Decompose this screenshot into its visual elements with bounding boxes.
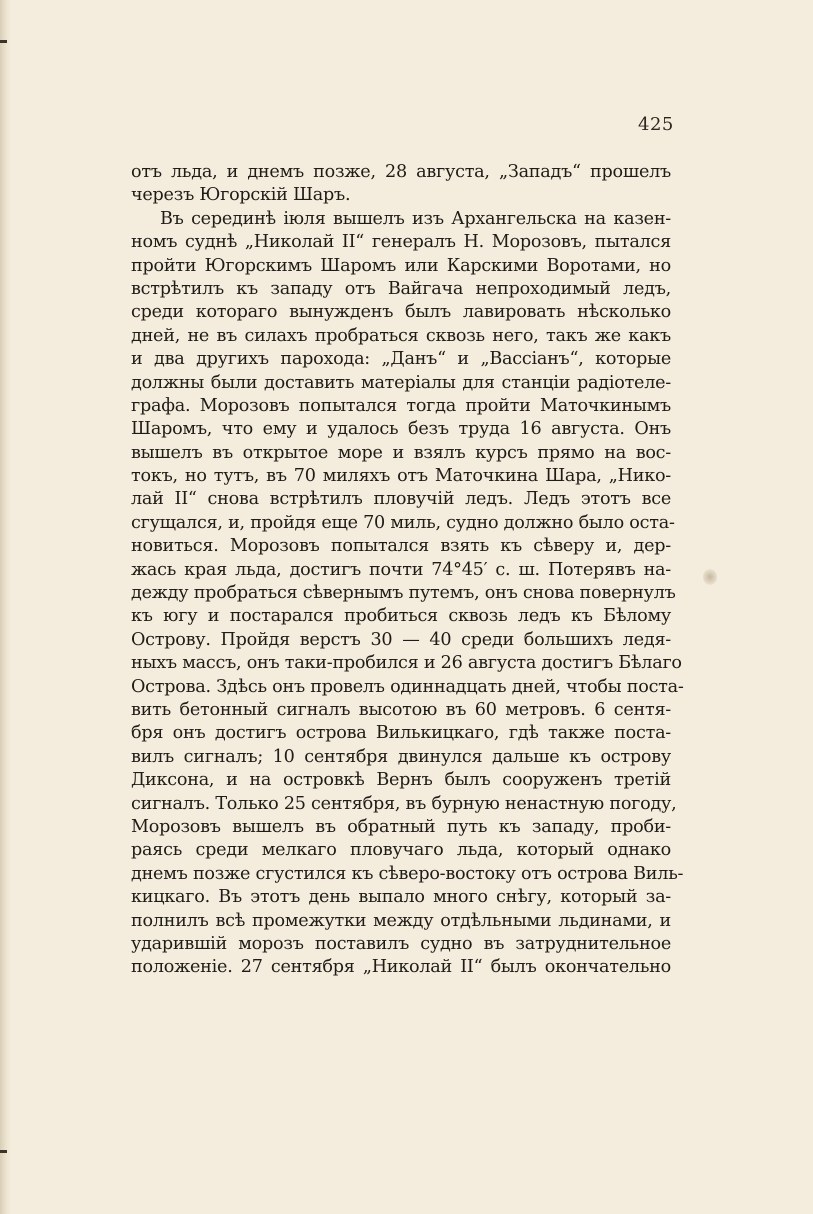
text-line: пройти Югорскимъ Шаромъ или Карскими Воротами, но <box>131 255 671 276</box>
text-line: днемъ позже сгустился къ сѣверо-востоку отъ острова Виль- <box>131 863 684 884</box>
body-text <box>131 161 684 980</box>
binding-edge-shadow <box>0 0 12 1214</box>
text-line: сгущался, и, пройдя еще 70 миль, судно должно было оста- <box>131 512 675 533</box>
text-line: Шаромъ, что ему и удалось безъ труда 16 августа. Онъ <box>131 419 671 440</box>
binding-mark <box>0 40 7 43</box>
text-line: графа. Морозовъ попытался тогда пройти Маточкинымъ <box>131 395 671 416</box>
text-line: Въ серединѣ іюля вышелъ изъ Архангельска на казен- <box>160 208 671 229</box>
text-line: сигналъ. Только 25 сентября, въ бурную ненастную погоду, <box>131 793 677 814</box>
page-number: 425 <box>638 114 674 135</box>
text-line: ударившій морозъ поставилъ судно въ затруднительное <box>131 933 671 954</box>
text-line: черезъ Югорскій Шаръ. <box>131 185 351 206</box>
text-line: отъ льда, и днемъ позже, 28 августа, „Западъ“ прошелъ <box>131 162 671 182</box>
text-line: лай II“ снова встрѣтилъ пловучій ледъ. Ледъ этотъ все <box>131 489 671 510</box>
text-line: положеніе. 27 сентября „Николай II“ былъ окончательно <box>131 957 671 978</box>
text-line: токъ, но тутъ, въ 70 миляхъ отъ Маточкина Шара, „Нико- <box>131 466 671 487</box>
text-line: вилъ сигналъ; 10 сентября двинулся дальше къ острову <box>131 746 671 767</box>
paper-smudge <box>703 569 717 585</box>
text-line: и два другихъ парохода: „Данъ“ и „Вассіанъ“, которые <box>131 349 671 370</box>
text-line: кицкаго. Въ этотъ день выпало много снѣгу, который за- <box>131 887 671 908</box>
text-line: Диксона, и на островкѣ Вернъ былъ сооруженъ третій <box>131 770 671 791</box>
text-line: жась края льда, достигъ почти 74°45′ с. ш. Потерявъ на- <box>131 559 671 580</box>
text-line: номъ суднѣ „Николай II“ генералъ Н. Морозовъ, пытался <box>131 232 671 253</box>
text-line: должны были доставить матеріалы для станціи радіотеле- <box>131 372 671 393</box>
text-line: встрѣтилъ къ западу отъ Вайгача непроходимый ледъ, <box>131 278 671 299</box>
text-line: къ югу и постарался пробиться сквозь ледъ къ Бѣлому <box>131 606 671 627</box>
text-line: Морозовъ вышелъ въ обратный путь къ западу, проби- <box>131 816 671 837</box>
text-line: дней, не въ силахъ пробраться сквозь него, такъ же какъ <box>131 325 671 346</box>
text-line: раясь среди мелкаго пловучаго льда, который однако <box>131 840 671 861</box>
text-line: полнилъ всѣ промежутки между отдѣльными льдинами, и <box>131 910 671 931</box>
text-line: бря онъ достигъ острова Вилькицкаго, гдѣ также поста- <box>131 723 671 744</box>
text-line: ныхъ массъ, онъ таки-пробился и 26 августа достигъ Бѣлаго <box>131 653 682 674</box>
text-line: Острова. Здѣсь онъ провелъ одиннадцать дней, чтобы поста- <box>131 676 684 697</box>
text-line: Острову. Пройдя верстъ 30 — 40 среди большихъ ледя- <box>131 629 671 650</box>
text-line: среди котораго вынужденъ былъ лавировать нѣсколько <box>131 302 671 323</box>
binding-mark <box>0 1150 7 1153</box>
text-line: новиться. Морозовъ попытался взять къ сѣверу и, дер- <box>131 536 671 557</box>
text-line: вышелъ въ открытое море и взялъ курсъ прямо на вос- <box>131 442 671 463</box>
text-line: вить бетонный сигналъ высотою въ 60 метровъ. 6 сентя- <box>131 699 671 720</box>
text-line: дежду пробраться сѣвернымъ путемъ, онъ снова повернулъ <box>131 583 676 604</box>
